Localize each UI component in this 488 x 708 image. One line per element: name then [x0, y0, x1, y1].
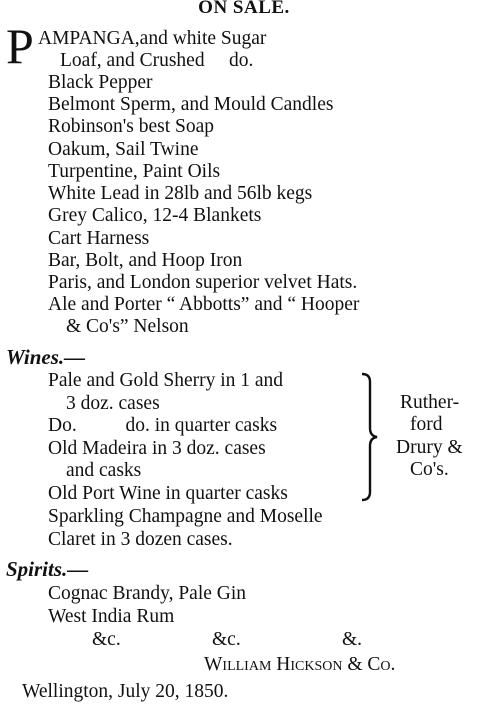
bracket-label: Co's. — [410, 459, 449, 480]
etc-mark: &c. — [92, 629, 121, 650]
wine-line: Pale and Gold Sherry in 1 and — [48, 370, 284, 391]
goods-item: White Lead in 28lb and 56lb kegs — [48, 183, 313, 204]
wine-line: Old Madeira in 3 doz. cases — [48, 438, 266, 459]
goods-item: Grey Calico, 12-4 Blankets — [48, 205, 262, 226]
wine-line: Claret in 3 dozen cases. — [48, 529, 233, 550]
curly-brace-icon — [358, 372, 380, 502]
wine-line: 3 doz. cases — [66, 393, 160, 414]
wine-line: Sparkling Champagne and Moselle — [48, 506, 323, 527]
goods-item: Ale and Porter “ Abbotts” and “ Hooper — [48, 294, 360, 315]
goods-item: Turpentine, Paint Oils — [48, 161, 221, 182]
goods-item: Robinson's best Soap — [48, 116, 215, 137]
bracket-label: ford — [410, 414, 443, 435]
goods-item: Bar, Bolt, and Hoop Iron — [48, 250, 243, 271]
wines-heading: Wines.— — [6, 345, 86, 369]
bracket-label: Drury & — [396, 437, 463, 458]
etc-mark: &. — [342, 629, 363, 650]
goods-item: Black Pepper — [48, 72, 153, 93]
goods-first-line: AMPANGA,and white Sugar — [38, 28, 267, 49]
page-title: ON SALE. — [198, 0, 290, 18]
signature: William Hickson & Co. — [204, 654, 396, 675]
goods-item: Paris, and London superior velvet Hats. — [48, 272, 358, 293]
dateline: Wellington, July 20, 1850. — [22, 681, 229, 702]
wine-line: Do. do. in quarter casks — [48, 415, 278, 436]
spirit-item: West India Rum — [48, 606, 175, 627]
etc-mark: &c. — [212, 629, 241, 650]
wine-line: and casks — [66, 460, 142, 481]
goods-second-line: Loaf, and Crushed do. — [60, 50, 254, 71]
goods-item: Belmont Sperm, and Mould Candles — [48, 94, 334, 115]
drop-cap: P — [6, 18, 34, 74]
spirit-item: Cognac Brandy, Pale Gin — [48, 583, 247, 604]
bracket-label: Ruther- — [400, 392, 460, 413]
goods-item: & Co's” Nelson — [66, 316, 189, 337]
wine-line: Old Port Wine in quarter casks — [48, 483, 288, 504]
goods-item: Cart Harness — [48, 228, 150, 249]
spirits-heading: Spirits.— — [6, 557, 89, 581]
goods-item: Oakum, Sail Twine — [48, 139, 199, 160]
